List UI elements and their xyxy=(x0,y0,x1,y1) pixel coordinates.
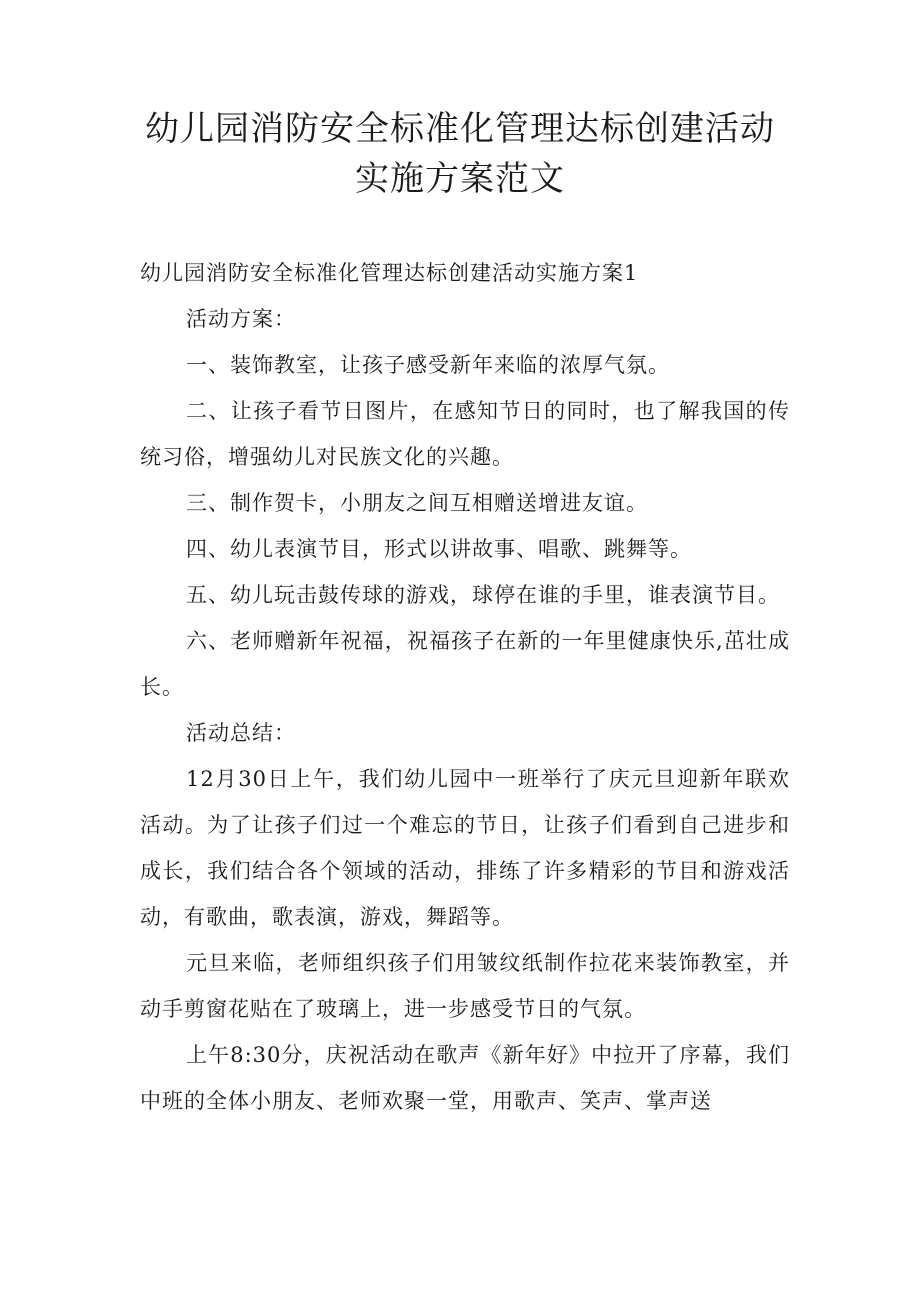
document-title-line-2: 实施方案范文 xyxy=(355,159,565,199)
paragraph: 二、让孩子看节日图片，在感知节日的同时，也了解我国的传统习俗，增强幼儿对民族文化的兴趣。 xyxy=(140,399,790,469)
paragraph: 活动方案： xyxy=(186,307,296,331)
paragraph: 元旦来临，老师组织孩子们用皱纹纸制作拉花来装饰教室，并动手剪窗花贴在了玻璃上，进一步感受节日的气氛。 xyxy=(140,951,790,1021)
document-body xyxy=(140,250,790,1124)
paragraph: 活动总结： xyxy=(186,721,296,745)
section-heading: 幼儿园消防安全标准化管理达标创建活动实施方案1 xyxy=(140,261,639,285)
paragraph: 五、幼儿玩击鼓传球的游戏，球停在谁的手里，谁表演节目。 xyxy=(186,583,780,607)
paragraph: 上午8:30分，庆祝活动在歌声《新年好》中拉开了序幕，我们中班的全体小朋友、老师欢聚一堂，用歌声、笑声、掌声送 xyxy=(140,1043,790,1113)
paragraph: 一、装饰教室，让孩子感受新年来临的浓厚气氛。 xyxy=(186,353,670,377)
paragraph: 12月30日上午，我们幼儿园中一班举行了庆元旦迎新年联欢活动。为了让孩子们过一个难忘的节日，让孩子们看到自己进步和成长，我们结合各个领域的活动，排练了许多精彩的节目和游戏活动，有歌曲，歌表演，游戏，舞蹈等。 xyxy=(140,767,790,929)
paragraph: 六、老师赠新年祝福，祝福孩子在新的一年里健康快乐,茁壮成长。 xyxy=(140,629,790,699)
paragraph: 三、制作贺卡，小朋友之间互相赠送增进友谊。 xyxy=(186,491,648,515)
paragraph: 四、幼儿表演节目，形式以讲故事、唱歌、跳舞等。 xyxy=(186,537,692,561)
document-title-line-1: 幼儿园消防安全标准化管理达标创建活动 xyxy=(145,109,775,149)
